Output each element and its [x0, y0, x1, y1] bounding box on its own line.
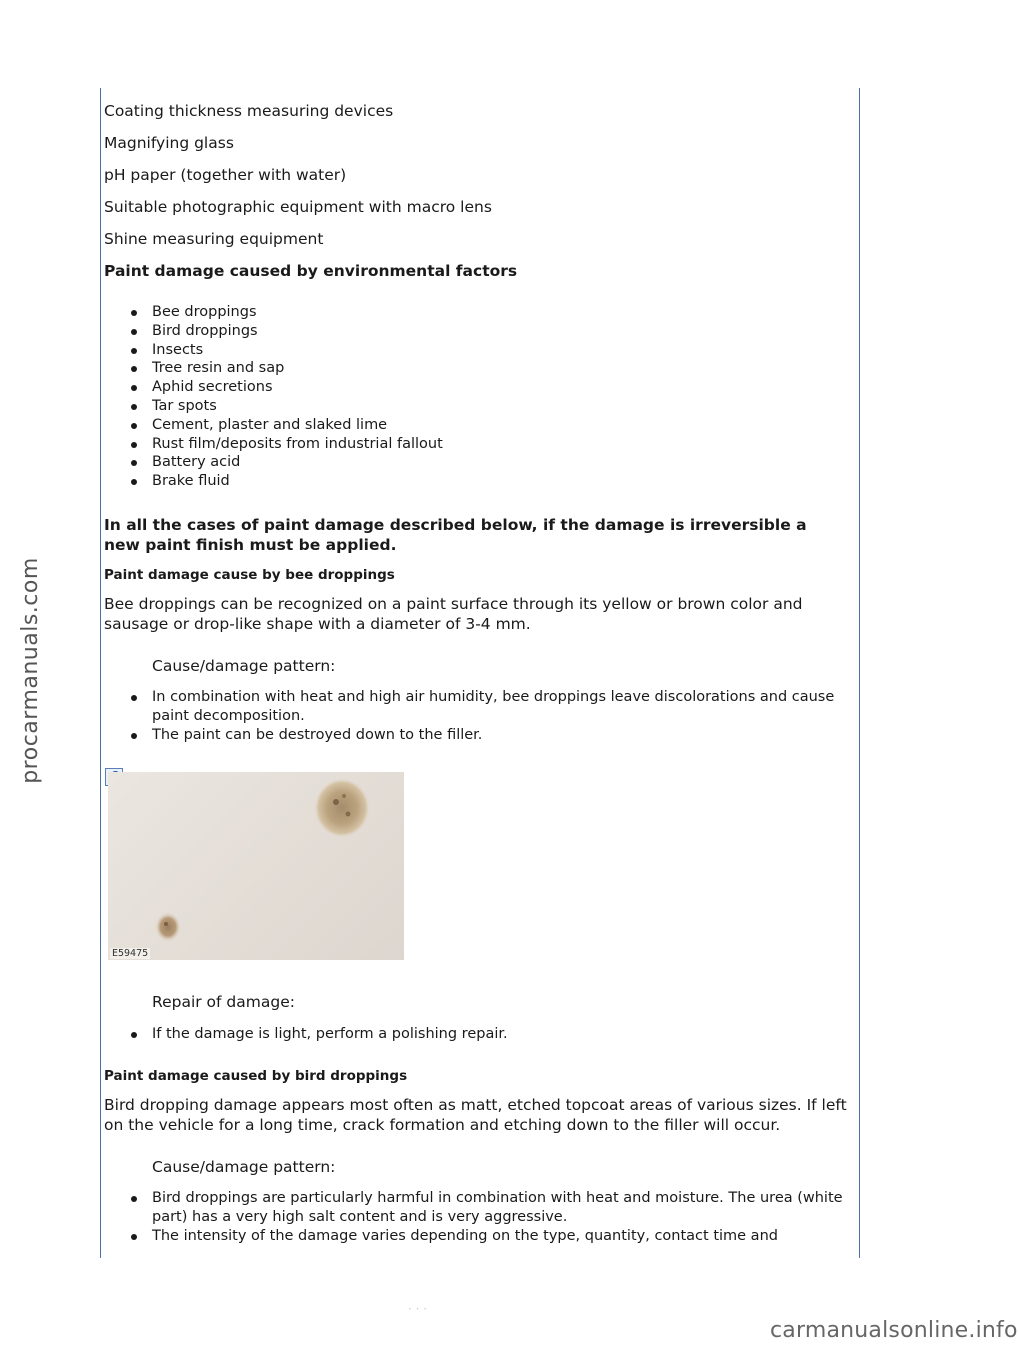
bird-cause-label: Cause/damage pattern:	[152, 1158, 336, 1176]
image-label: E59475	[112, 948, 149, 959]
bee-repair-label: Repair of damage:	[152, 993, 295, 1011]
bird-causes-list	[104, 1189, 844, 1245]
equipment-item: Shine measuring equipment	[104, 230, 324, 248]
bee-repairs-list	[104, 1025, 844, 1044]
list-item: If the damage is light, perform a polishing repair.	[104, 1025, 844, 1044]
equipment-item: Coating thickness measuring devices	[104, 102, 394, 120]
page-number-faint: · · ·	[408, 1302, 428, 1316]
warning-text: In all the cases of paint damage described below, if the damage is irreversible a new paint finish must be applied.	[104, 516, 807, 554]
bee-causes-list	[104, 688, 844, 744]
list-item: Tar spots	[104, 397, 844, 416]
bee-droppings-photo[interactable]	[108, 772, 404, 960]
list-item: Insects	[104, 341, 844, 360]
list-item: Cement, plaster and slaked lime	[104, 416, 844, 435]
right-border-rule	[859, 88, 860, 1258]
list-item: The intensity of the damage varies depending on the type, quantity, contact time and	[104, 1227, 844, 1246]
left-border-rule	[100, 88, 101, 1258]
list-item: Battery acid	[104, 453, 844, 472]
list-item: Aphid secretions	[104, 378, 844, 397]
list-item: Brake fluid	[104, 472, 844, 491]
list-item: In combination with heat and high air humidity, bee droppings leave discolorations and cause paint decomposition.	[104, 688, 844, 726]
bird-heading: Paint damage caused by bird droppings	[104, 1068, 408, 1084]
list-item: Bird droppings are particularly harmful in combination with heat and moisture. The urea (white part) has a very high salt content and is very aggressive.	[104, 1189, 844, 1227]
list-item: Rust film/deposits from industrial fallout	[104, 435, 844, 454]
equipment-item: Magnifying glass	[104, 134, 234, 152]
bird-intro: Bird dropping damage appears most often as matt, etched topcoat areas of various sizes. If left on the vehicle for a long time, crack formation and etching down to the filler will occur.	[104, 1096, 847, 1134]
bee-intro: Bee droppings can be recognized on a paint surface through its yellow or brown color and sausage or drop-like shape with a diameter of 3-4 mm.	[104, 595, 803, 633]
bee-heading: Paint damage cause by bee droppings	[104, 567, 395, 583]
list-item: The paint can be destroyed down to the filler.	[104, 726, 844, 745]
equipment-item: pH paper (together with water)	[104, 166, 347, 184]
side-watermark: procarmanuals.com	[17, 556, 43, 784]
list-item: Bird droppings	[104, 322, 844, 341]
list-item: Bee droppings	[104, 303, 844, 322]
bee-cause-label: Cause/damage pattern:	[152, 657, 336, 675]
env-factors-heading: Paint damage caused by environmental factors	[104, 262, 518, 280]
footer-watermark: carmanualsonline.info	[770, 1318, 1018, 1343]
env-factors-list	[104, 303, 844, 491]
list-item: Tree resin and sap	[104, 359, 844, 378]
equipment-item: Suitable photographic equipment with macro lens	[104, 198, 492, 216]
